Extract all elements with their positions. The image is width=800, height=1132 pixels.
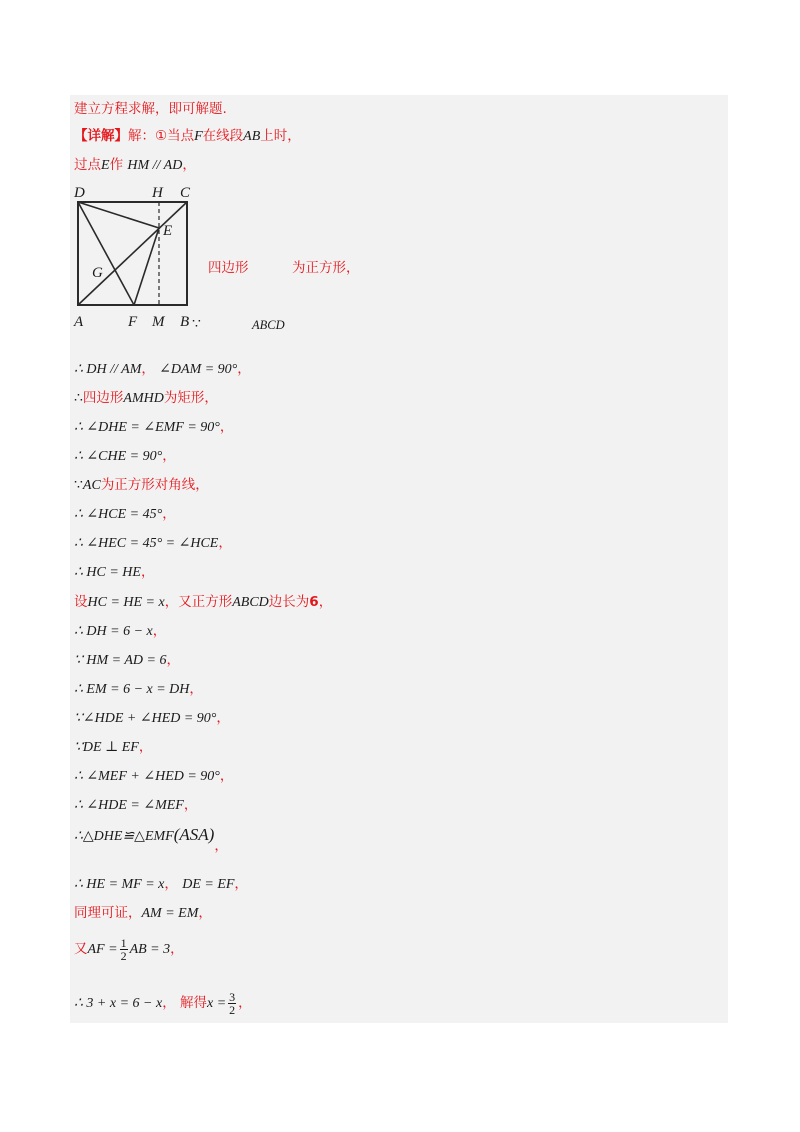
label-d: D bbox=[74, 185, 85, 201]
step-13-end: ， bbox=[216, 710, 230, 726]
construct-end: ， bbox=[182, 157, 196, 173]
step-21-a: 解得 bbox=[179, 995, 207, 1011]
step-14-math: ∵DE ⊥ EF bbox=[74, 740, 139, 755]
step-5-pre: ∵ bbox=[74, 478, 83, 493]
step-18-end: ， bbox=[234, 876, 248, 892]
step-8-end: ， bbox=[140, 564, 155, 580]
step-21-m: x = bbox=[206, 996, 227, 1011]
step-1-end: ， bbox=[237, 361, 251, 377]
step-4 bbox=[74, 447, 176, 466]
construct-math: HM // AD bbox=[127, 158, 183, 173]
step-10 bbox=[74, 622, 166, 641]
step-16-math: ∴ ∠HDE = ∠MEF bbox=[74, 798, 184, 813]
detail-text: 解：①当点 bbox=[128, 128, 195, 144]
step-5-math: AC bbox=[82, 478, 101, 493]
segment-ab: AB bbox=[243, 129, 261, 144]
step-9-end: ， bbox=[318, 594, 333, 610]
step-9-math2: ABCD bbox=[232, 595, 269, 610]
step-18-math: ∴ HE = MF = x bbox=[74, 877, 165, 892]
step-21-end: ， bbox=[238, 995, 252, 1011]
point-f: F bbox=[194, 129, 203, 144]
step-12-math: ∴ EM = 6 − x = DH bbox=[74, 682, 190, 697]
step-17-end: ， bbox=[214, 838, 228, 854]
step-15-end: ， bbox=[219, 768, 234, 784]
abcd-text: ABCD bbox=[252, 318, 285, 332]
step-20-end: ， bbox=[170, 941, 184, 957]
step-17 bbox=[74, 825, 228, 854]
fraction-half-den: 2 bbox=[120, 949, 127, 963]
step-10-math: ∴ DH = 6 − x bbox=[74, 624, 153, 639]
step-15 bbox=[74, 767, 233, 786]
step-18-sep: ， bbox=[164, 876, 178, 892]
because-symbol bbox=[192, 316, 201, 334]
step-14-end: ， bbox=[138, 739, 153, 755]
step-2 bbox=[74, 389, 218, 408]
detail-mid: 在线段 bbox=[202, 128, 244, 144]
step-11-math: ∵ HM = AD = 6 bbox=[74, 653, 167, 668]
abcd-label bbox=[252, 316, 285, 334]
detail-tag: 【详解】 bbox=[74, 128, 128, 144]
step-5-text: 为正方形对角线， bbox=[100, 477, 209, 493]
step-20-a: 又 bbox=[74, 941, 88, 957]
step-9-c: 边长为 bbox=[268, 594, 310, 610]
label-a: A bbox=[74, 314, 84, 330]
step-9-num: 6 bbox=[309, 594, 319, 610]
step-18 bbox=[74, 875, 248, 894]
label-c: C bbox=[180, 185, 191, 201]
step-6-end: ， bbox=[162, 506, 176, 522]
step-20 bbox=[74, 934, 184, 965]
label-e: E bbox=[163, 223, 173, 239]
step-2-pre: ∴ bbox=[74, 391, 83, 406]
is-square-label: 为正方形， bbox=[292, 260, 360, 276]
geometry-figure bbox=[70, 180, 210, 332]
step-12-end: ， bbox=[189, 681, 203, 697]
step-19-end: ， bbox=[198, 905, 212, 921]
intro-line bbox=[74, 100, 227, 118]
step-19-a: 同理可证， bbox=[74, 905, 142, 921]
step-7-math: ∴ ∠HEC = 45° = ∠HCE bbox=[74, 536, 219, 551]
step-4-end: ， bbox=[162, 448, 176, 464]
step-20-m1: AF = bbox=[87, 942, 118, 957]
step-21 bbox=[74, 988, 252, 1019]
because-text: ∵ bbox=[192, 317, 201, 332]
step-1-math2: ∠DAM = 90° bbox=[159, 362, 238, 377]
point-e: E bbox=[101, 158, 110, 173]
step-2-b: 为矩形， bbox=[163, 390, 218, 406]
step-1-math: ∴ DH // AM bbox=[74, 362, 142, 377]
label-g: G bbox=[92, 265, 103, 281]
step-13 bbox=[74, 709, 230, 728]
step-20-m2: AB = 3 bbox=[129, 942, 171, 957]
step-4-math: ∴ ∠CHE = 90° bbox=[74, 449, 163, 464]
step-17-math: ∴△DHE≌△EMF bbox=[74, 829, 174, 844]
step-9-math: HC = HE = x bbox=[87, 595, 165, 610]
step-9 bbox=[74, 593, 332, 612]
step-14 bbox=[74, 738, 152, 757]
label-m: M bbox=[152, 314, 165, 330]
step-16 bbox=[74, 796, 197, 815]
step-15-math: ∴ ∠MEF + ∠HED = 90° bbox=[74, 769, 220, 784]
step-5 bbox=[74, 476, 209, 495]
diagonal-ac bbox=[78, 202, 187, 305]
step-21-sep: ， bbox=[162, 995, 176, 1011]
step-9-a: 设 bbox=[74, 594, 88, 610]
step-2-a: 四边形 bbox=[82, 390, 124, 406]
label-h: H bbox=[152, 185, 163, 201]
step-21-math: ∴ 3 + x = 6 − x bbox=[74, 996, 163, 1011]
step-9-b: ，又正方形 bbox=[164, 594, 233, 610]
fraction-half bbox=[120, 937, 128, 962]
step-6-math: ∴ ∠HCE = 45° bbox=[74, 507, 163, 522]
step-3 bbox=[74, 418, 233, 437]
step-10-end: ， bbox=[152, 623, 167, 639]
step-17-paren: (ASA) bbox=[173, 825, 215, 844]
step-19-math: AM = EM bbox=[141, 906, 199, 921]
step-1 bbox=[74, 360, 251, 379]
step-1-sep: ， bbox=[141, 361, 155, 377]
step-3-math: ∴ ∠DHE = ∠EMF = 90° bbox=[74, 420, 220, 435]
construct-line bbox=[74, 156, 196, 175]
step-8-math: ∴ HC = HE bbox=[74, 565, 141, 580]
construct-b: 作 bbox=[109, 157, 124, 173]
step-19 bbox=[74, 904, 212, 923]
figure-text-2 bbox=[292, 259, 360, 277]
step-16-end: ， bbox=[183, 797, 198, 813]
fraction-half-num: 1 bbox=[120, 936, 127, 950]
label-b: B bbox=[180, 314, 190, 330]
label-f: F bbox=[128, 314, 138, 330]
step-11 bbox=[74, 651, 180, 670]
fraction-three-halves-num: 3 bbox=[229, 990, 236, 1004]
step-11-end: ， bbox=[166, 652, 180, 668]
step-18-math2: DE = EF bbox=[182, 877, 235, 892]
fraction-three-halves bbox=[228, 991, 236, 1016]
intro-text: 建立方程求解，即可解题. bbox=[74, 101, 227, 117]
step-6 bbox=[74, 505, 176, 524]
figure-text-1 bbox=[208, 259, 249, 277]
step-7 bbox=[74, 534, 232, 553]
detail-end: 上时， bbox=[260, 128, 301, 144]
fraction-three-halves-den: 2 bbox=[229, 1003, 236, 1017]
step-7-end: ， bbox=[218, 535, 232, 551]
construct-a: 过点 bbox=[74, 157, 101, 173]
detail-line bbox=[74, 127, 301, 146]
step-13-math: ∵∠HDE + ∠HED = 90° bbox=[74, 711, 217, 726]
step-2-math: AMHD bbox=[123, 391, 164, 406]
step-3-end: ， bbox=[219, 419, 234, 435]
step-12 bbox=[74, 680, 203, 699]
step-8 bbox=[74, 563, 154, 582]
quadrilateral-label: 四边形 bbox=[208, 260, 249, 276]
